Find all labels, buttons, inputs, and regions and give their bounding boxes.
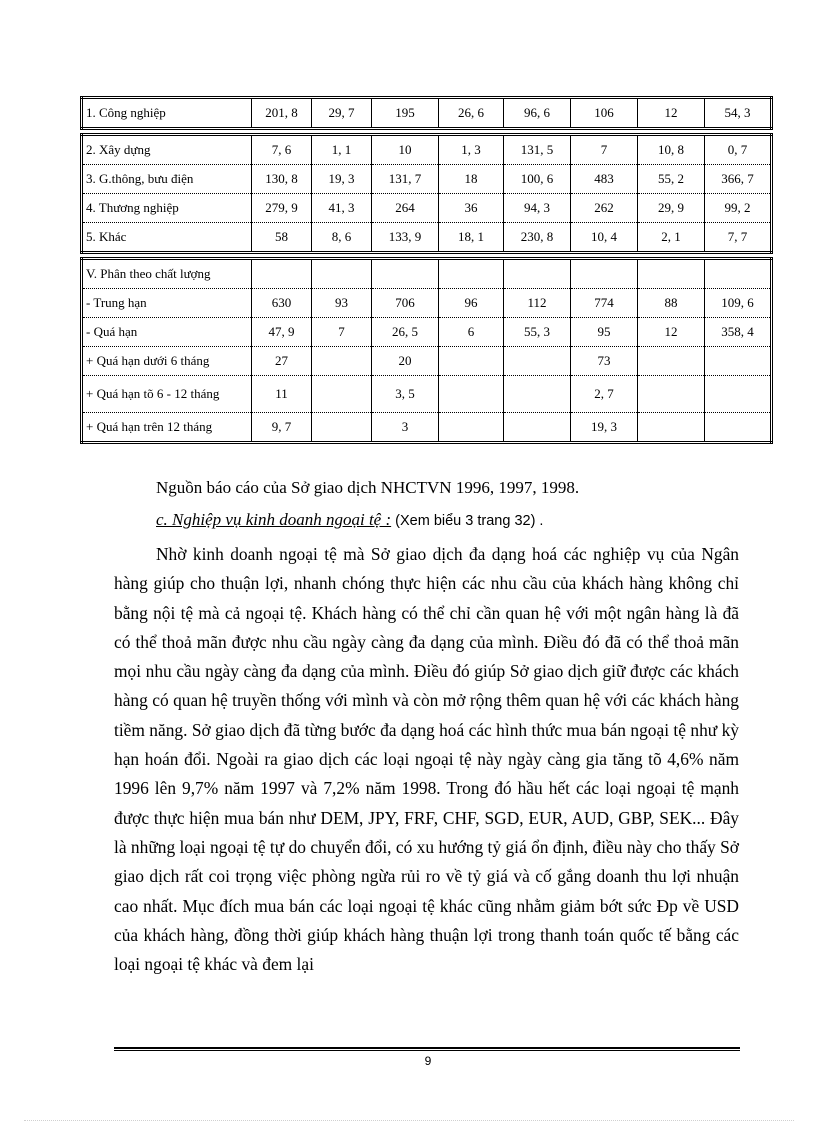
table-row	[82, 347, 772, 376]
table-cell: 358, 4	[705, 318, 772, 347]
table-cell: 20	[372, 347, 439, 376]
table-cell: 2, 7	[571, 376, 638, 413]
row-label: - Quá hạn	[82, 318, 252, 347]
table-cell: 100, 6	[504, 165, 571, 194]
table-row	[82, 376, 772, 413]
table-row	[82, 135, 772, 165]
table-cell	[439, 347, 504, 376]
footer-rule-thin	[114, 1050, 740, 1051]
table-cell	[439, 376, 504, 413]
table-cell: 10	[372, 135, 439, 165]
section-reference: (Xem biểu 3 trang 32) .	[391, 513, 544, 529]
table-group-quality	[80, 257, 773, 444]
table-cell	[638, 347, 705, 376]
table-cell: 264	[372, 194, 439, 223]
row-label: + Quá hạn trên 12 tháng	[82, 413, 252, 443]
table-cell	[372, 259, 439, 289]
table-row	[82, 318, 772, 347]
table-cell: 1, 3	[439, 135, 504, 165]
table-cell: 130, 8	[252, 165, 312, 194]
table-cell: 7, 7	[727, 229, 748, 244]
table-cell: 29, 7	[312, 98, 372, 129]
table-cell: 279, 9	[252, 194, 312, 223]
table-cell	[705, 347, 772, 376]
table-cell: 9, 7	[252, 413, 312, 443]
section-heading	[156, 510, 543, 530]
table-row	[82, 223, 772, 253]
row-label: 4. Thương nghiệp	[82, 194, 252, 223]
table-cell	[638, 259, 705, 289]
row-label: 1. Công nghiệp	[82, 98, 252, 129]
table-group-sectors	[80, 133, 773, 254]
row-label: + Quá hạn tõ 6 - 12 tháng	[82, 376, 252, 413]
table-cell: 483	[571, 165, 638, 194]
table-cell	[312, 413, 372, 443]
table-cell: 58	[252, 223, 312, 253]
table-cell: 47, 9	[252, 318, 312, 347]
table-cell	[504, 376, 571, 413]
table-cell	[504, 347, 571, 376]
table-cell: 96	[439, 289, 504, 318]
table-row	[82, 98, 772, 129]
table-cell: 54, 3	[724, 105, 751, 120]
table-cell: 27	[252, 347, 312, 376]
table-cell: 10, 4	[571, 223, 638, 253]
table-row	[82, 259, 772, 289]
table-cell: 94, 3	[504, 194, 571, 223]
table-cell: 88	[638, 289, 705, 318]
table-cell	[571, 259, 638, 289]
table-cell: 41, 3	[312, 194, 372, 223]
table-cell: 19, 3	[571, 413, 638, 443]
table-cell: 10, 8	[638, 135, 705, 165]
table-cell: 12	[638, 98, 705, 129]
table-cell: 262	[571, 194, 638, 223]
table-cell: 36	[439, 194, 504, 223]
table-cell: 366, 7	[705, 165, 772, 194]
table-cell: 112	[504, 289, 571, 318]
table-cell: 774	[571, 289, 638, 318]
table-cell	[439, 259, 504, 289]
table-cell: 201, 8	[252, 98, 312, 129]
table-cell	[312, 376, 372, 413]
footer-rule	[114, 1047, 740, 1049]
table-cell	[705, 376, 772, 413]
data-table	[80, 96, 770, 444]
table-row	[82, 165, 772, 194]
table-cell	[504, 259, 571, 289]
table-cell: 7, 6	[252, 135, 312, 165]
row-label: 5. Khác	[82, 223, 252, 253]
table-cell: 2, 1	[638, 223, 705, 253]
table-cell: 99, 2	[705, 194, 772, 223]
table-cell: 7	[571, 135, 638, 165]
table-cell: 7	[312, 318, 372, 347]
table-cell: 73	[571, 347, 638, 376]
table-cell: 630	[252, 289, 312, 318]
table-cell: 55, 3	[504, 318, 571, 347]
table-cell	[504, 413, 571, 443]
table-cell: 230, 8	[504, 223, 571, 253]
table-cell: 55, 2	[638, 165, 705, 194]
table-cell: 6	[439, 318, 504, 347]
table-cell: 26, 5	[372, 318, 439, 347]
table-row	[82, 194, 772, 223]
table-cell: 18, 1	[439, 223, 504, 253]
table-cell	[252, 259, 312, 289]
table-row	[82, 413, 772, 443]
table-cell	[705, 259, 772, 289]
table-cell: 8, 6	[312, 223, 372, 253]
table-cell: 95	[571, 318, 638, 347]
table-cell	[638, 376, 705, 413]
section-title: c. Nghiệp vụ kinh doanh ngoại tệ :	[156, 510, 392, 529]
table-cell: 11	[252, 376, 312, 413]
table-cell: 109, 6	[705, 289, 772, 318]
table-cell: 19, 3	[312, 165, 372, 194]
table-cell: 0, 7	[705, 135, 772, 165]
table-cell	[439, 413, 504, 443]
table-cell	[312, 347, 372, 376]
table-cell: 706	[372, 289, 439, 318]
row-label: + Quá hạn dưới 6 tháng	[82, 347, 252, 376]
table-group-industry	[80, 96, 773, 130]
table-cell: 133, 9	[372, 223, 439, 253]
table-cell	[638, 413, 705, 443]
page-edge	[24, 1120, 794, 1121]
table-cell: 131, 5	[504, 135, 571, 165]
table-cell: 12	[638, 318, 705, 347]
table-row	[82, 289, 772, 318]
row-label: 2. Xây dựng	[82, 135, 252, 165]
row-label: 3. G.thông, bưu điện	[82, 165, 252, 194]
table-cell: 131, 7	[372, 165, 439, 194]
page-number: 9	[424, 1054, 432, 1068]
table-cell	[705, 413, 772, 443]
table-cell: 3	[372, 413, 439, 443]
table-cell: 26, 6	[439, 98, 504, 129]
table-cell: 3, 5	[372, 376, 439, 413]
table-cell: 1, 1	[312, 135, 372, 165]
body-paragraph: Nhờ kinh doanh ngoại tệ mà Sở giao dịch đa dạng hoá các nghiệp vụ của Ngân hàng giúp cho thuận lợi, nhanh chóng thực hiện các nhu cầu của khách hàng không chỉ bằng nội tệ mà cả ngoại tệ. Khách hàng có thể chỉ cần quan hệ với một ngân hàng là đã có thể thoả mãn được nhu cầu ngày càng đa dạng của mình. Điều đó đã có thể thoả mãn mọi nhu cầu ngày càng đa dạng của mình. Điều đó giúp Sở giao dịch giữ được các khách hàng có quan hệ truyền thống với mình và còn mở rộng thêm quan hệ với các khách hàng tiềm năng. Sở giao dịch đã từng bước đa dạng hoá các hình thức mua bán ngoại tệ như kỳ hạn hoán đổi. Ngoài ra giao dịch các loại ngoại tệ này ngày càng gia tăng tõ 4,6% năm 1996 lên 9,7% năm 1997 và 7,2% năm 1998. Trong đó hầu hết các loại ngoại tệ mạnh được thực hiện mua bán như DEM, JPY, FRF, CHF, SGD, EUR, AUD, GBP, SEK... Đây là những loại ngoại tệ tự do chuyển đổi, có xu hướng tỷ giá ổn định, điều này cho thấy Sở giao dịch rất coi trọng việc phòng ngừa rủi ro về tỷ giá và cố gắng doanh thu lợi nhuận cao nhất. Mục đích mua bán các loại ngoại tệ khác cũng nhằm giảm bớt sức Đp về USD của khách hàng, đồng thời giúp khách hàng thuận lợi trong thanh toán quốc tế bằng các loại ngoại tệ khác và đem lại	[114, 544, 739, 975]
table-cell: 18	[439, 165, 504, 194]
table-cell: 93	[312, 289, 372, 318]
table-cell: 29, 9	[638, 194, 705, 223]
row-label: V. Phân theo chất lượng	[82, 259, 252, 289]
table-cell	[312, 259, 372, 289]
table-cell: 195	[372, 98, 439, 129]
table-cell: 96, 6	[504, 98, 571, 129]
source-note: Nguồn báo cáo của Sở giao dịch NHCTVN 1996, 1997, 1998.	[156, 478, 580, 497]
table-cell: 106	[571, 98, 638, 129]
row-label: - Trung hạn	[82, 289, 252, 318]
